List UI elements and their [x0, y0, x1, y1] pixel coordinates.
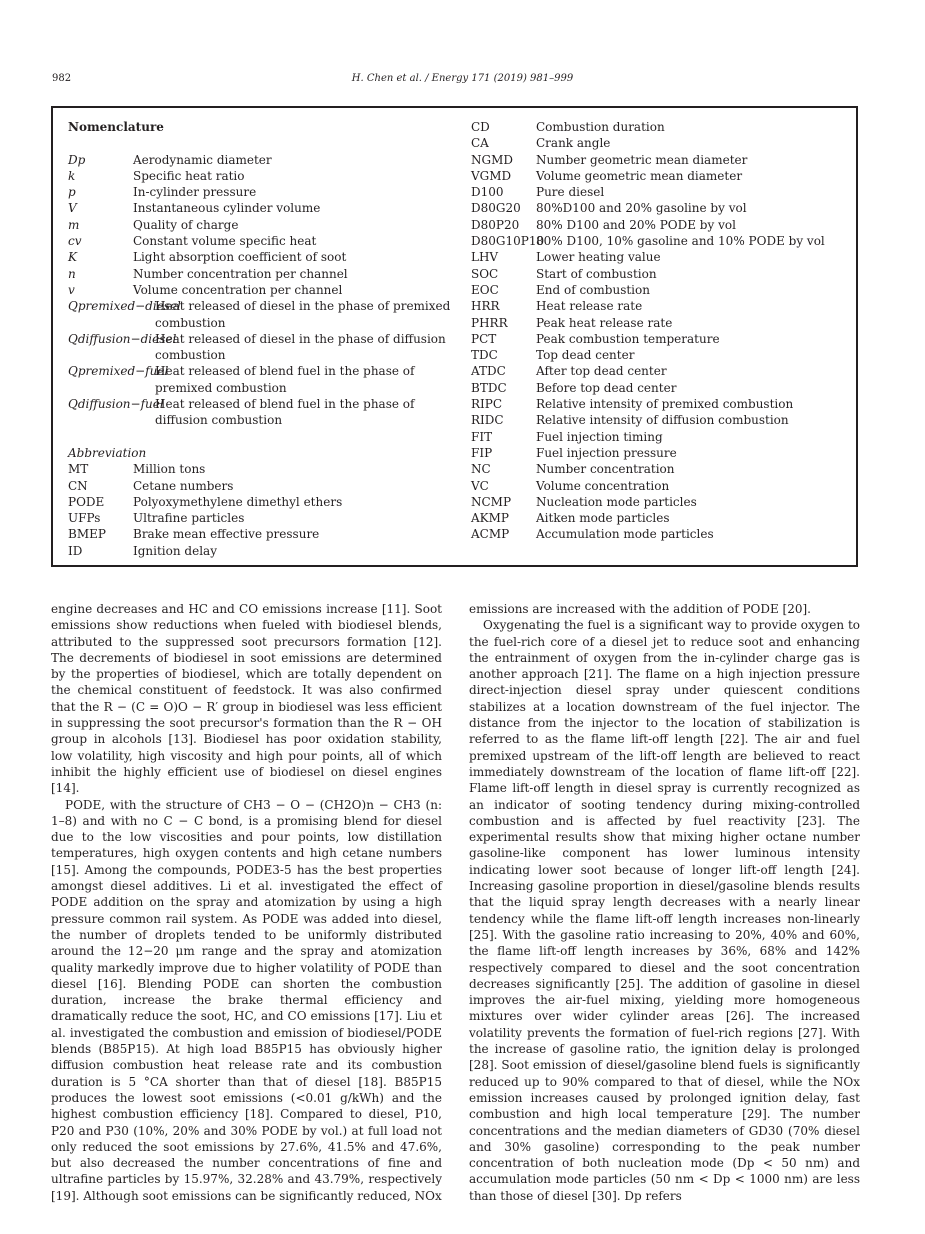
nomenclature-box [51, 106, 858, 567]
nomenclature-entry [68, 461, 453, 477]
entry-description: Relative intensity of premixed combustion [536, 397, 794, 412]
entry-description: Peak heat release rate [536, 315, 673, 330]
entry-description: Constant volume specific heat [133, 234, 317, 249]
entry-description: Aitken mode particles [536, 511, 670, 526]
entry-description: Combustion duration [536, 120, 665, 134]
entry-symbol: D80G10P10 [471, 234, 545, 249]
entry-symbol: TDC [471, 348, 498, 363]
nomenclature-entry [68, 396, 453, 429]
entry-symbol: Qpremixed−diesel [68, 299, 181, 314]
page-number: 982 [52, 73, 72, 84]
nomenclature-entry [68, 543, 453, 559]
nomenclature-entry [68, 298, 453, 331]
entry-symbol: VC [471, 478, 489, 493]
nomenclature-entry [68, 510, 453, 526]
symbol-list [68, 152, 453, 429]
entry-symbol: LHV [471, 250, 499, 265]
entry-description: Fuel injection timing [536, 429, 663, 444]
nomenclature-entry [471, 380, 856, 396]
body-right-column [469, 601, 860, 1204]
nomenclature-entry [68, 363, 453, 396]
entry-symbol: V [68, 201, 77, 216]
nomenclature-entry [471, 135, 856, 151]
nomenclature-entry [471, 168, 856, 184]
nomenclature-entry [68, 184, 453, 200]
entry-symbol: CN [68, 478, 88, 493]
nomenclature-entry [68, 200, 453, 216]
entry-description: Aerodynamic diameter [133, 152, 272, 167]
nomenclature-entry [471, 331, 856, 347]
entry-description: In-cylinder pressure [133, 185, 257, 200]
entry-description: End of combustion [536, 282, 650, 297]
nomenclature-entry [68, 331, 453, 364]
nomenclature-entry [68, 282, 453, 298]
body-paragraph: Oxygenating the fuel is a significant way to provide oxygen to the fuel-rich core of a diesel jet to reduce soot and enhancing the entrainment of oxygen from the in-cylinder charge gas is another approach [21]. The flame on a high injection pressure direct-injection diesel spray under quiescent conditions stabilizes at a location downstream of the fuel injector. The distance from the injector to the location of stabilization is referred to as the flame lift-off length [22]. The air and fuel premixed upstream of the lift-off length are believed to react immediately downstream of the location of flame lift-off [22]. Flame lift-off length in diesel spray is currently recognized as an indicator of sooting tendency during mixing-controlled combustion and is affected by fuel reactivity [23]. The experimental results show that mixing higher octane number gasoline-like component has lower luminous intensity indicating lower soot because of longer lift-off length [24]. Increasing gasoline proportion in diesel/gasoline blends results that the liquid spray length decreases with a nearly linear tendency while the flame lift-off length increases non-linearly [25]. With the gasoline ratio increasing to 20%, 40% and 60%, the flame lift-off length increases by 36%, 68% and 142% respectively compared to diesel and the soot concentration decreases significantly [25]. The addition of gasoline in diesel improves the air-fuel mixing, yielding more homogeneous mixtures over wider cylinder areas [26]. The increased volatility prevents the formation of fuel-rich regions [27]. With the increase of gasoline ratio, the ignition delay is prolonged [28]. Soot emission of diesel/gasoline blend fuels is significantly reduced up to 90% compared to that of diesel, while the NOx emission increases caused by prolonged ignition delay, fast combustion and high local temperature [29]. The number concentrations and the median diameters of GD30 (70% diesel and 30% gasoline) corresponding to the peak number concentration of both nucleation mode (Dp < 50 nm) and accumulation mode particles (50 nm < Dp < 1000 nm) are less than those of diesel [30]. Dp refers [469, 618, 860, 1203]
entry-symbol: NGMD [471, 152, 513, 167]
entry-symbol: k [68, 168, 76, 183]
nomenclature-entry [471, 217, 856, 233]
nomenclature-entry [471, 266, 856, 282]
nomenclature-entry [471, 461, 856, 477]
nomenclature-entry [471, 396, 856, 412]
entry-description: Specific heat ratio [133, 168, 245, 183]
entry-symbol: EOC [471, 282, 499, 297]
entry-description: Heat release rate [536, 299, 643, 314]
nomenclature-entry [68, 233, 453, 249]
body-left-column [51, 601, 442, 1204]
nomenclature-entry [68, 266, 453, 282]
nomenclature-entry [68, 217, 453, 233]
entry-description: 80% D100 and 20% PODE by vol [536, 217, 736, 232]
entry-description: 80% D100, 10% gasoline and 10% PODE by vol [536, 234, 825, 249]
entry-symbol: CA [471, 136, 489, 151]
nomenclature-entry [471, 478, 856, 494]
entry-symbol: Qdiffusion−diesel [68, 331, 177, 346]
nomenclature-entry [471, 315, 856, 331]
entry-symbol: RIPC [471, 397, 503, 412]
entry-description: Ultrafine particles [133, 511, 245, 526]
entry-description: Lower heating value [536, 250, 661, 265]
entry-symbol: ID [68, 543, 83, 558]
entry-symbol: m [68, 217, 80, 232]
entry-description: Volume concentration per channel [133, 282, 343, 297]
entry-description: Before top dead center [536, 380, 677, 395]
entry-description: Quality of charge [133, 217, 239, 232]
nomenclature-entry [68, 249, 453, 265]
nomenclature-entry [471, 347, 856, 363]
entry-description: Crank angle [536, 136, 611, 151]
entry-description: Start of combustion [536, 266, 657, 281]
nomenclature-title: Nomenclature [68, 120, 164, 134]
entry-symbol: ACMP [471, 527, 510, 542]
nomenclature-left-column [68, 119, 453, 559]
entry-description: Light absorption coefficient of soot [133, 250, 347, 265]
entry-description: Ignition delay [133, 543, 217, 558]
entry-symbol: cv [68, 234, 82, 249]
entry-symbol: Dp [68, 152, 86, 167]
entry-symbol: AKMP [471, 511, 509, 526]
entry-description: Nucleation mode particles [536, 494, 697, 509]
entry-symbol: VGMD [471, 168, 512, 183]
nomenclature-entry [471, 152, 856, 168]
entry-symbol: NCMP [471, 494, 512, 509]
entry-description: Heat released of diesel in the phase of diffusion combustion [155, 331, 446, 363]
body-paragraph: PODE, with the structure of CH3 − O − (CH2O)n − CH3 (n: 1–8) and with no C − C bond, is a promising blend for diesel due to the low viscosities and pour points, low distillation temperatures, high oxygen contents and high cetane numbers [15]. Among the compounds, PODE3-5 has the best properties amongst diesel additives. Li et al. investigated the effect of PODE addition on the spray and atomization by using a high pressure common rail system. As PODE was added into diesel, the number of droplets tended to be uniformly distributed around the 12−20 μm range and the spray and atomization quality markedly improve due to higher volatility of PODE than diesel [16]. Blending PODE can shorten the combustion duration, increase the brake thermal efficiency and dramatically reduce the soot, HC, and CO emissions [17]. Liu et al. investigated the combustion and emission of biodiesel/PODE blends (B85P15). At high load B85P15 has obviously higher diffusion combustion heat release rate and its combustion duration is 5 °CA shorter than that of diesel [18]. B85P15 produces the lowest soot emissions (<0.01 g/kWh) and the highest combustion efficiency [18]. Compared to diesel, P10, P20 and P30 (10%, 20% and 30% PODE by vol.) at full load not only reduced the soot emissions by 27.6%, 41.5% and 47.6%, but also decreased the number concentrations of fine and ultrafine particles by 15.97%, 32.28% and 43.79%, respectively [19]. Although soot emissions can be significantly reduced, NOx [51, 797, 442, 1203]
abbreviation-list-left [68, 461, 453, 559]
entry-symbol: Qpremixed−fuel [68, 364, 169, 379]
entry-description: Accumulation mode particles [536, 527, 714, 542]
nomenclature-entry [471, 526, 856, 542]
entry-symbol: NC [471, 462, 491, 477]
entry-description: Peak combustion temperature [536, 331, 720, 346]
running-header: H. Chen et al. / Energy 171 (2019) 981–999 [351, 73, 574, 84]
entry-symbol: FIP [471, 445, 493, 460]
entry-symbol: BTDC [471, 380, 507, 395]
nomenclature-entry [471, 233, 856, 249]
nomenclature-entry [471, 200, 856, 216]
entry-description: Cetane numbers [133, 478, 234, 493]
entry-symbol: RIDC [471, 413, 504, 428]
entry-symbol: CD [471, 120, 490, 134]
nomenclature-entry [68, 152, 453, 168]
entry-symbol: D80P20 [471, 217, 520, 232]
entry-symbol: D100 [471, 185, 504, 200]
nomenclature-right-column [471, 119, 856, 543]
entry-symbol: p [68, 185, 76, 200]
entry-symbol: UFPs [68, 511, 101, 526]
entry-symbol: PCT [471, 331, 497, 346]
entry-symbol: v [68, 282, 75, 297]
entry-symbol: BMEP [68, 527, 106, 542]
nomenclature-entry [68, 494, 453, 510]
nomenclature-entry [471, 184, 856, 200]
nomenclature-entry [471, 249, 856, 265]
entry-symbol: HRR [471, 299, 500, 314]
entry-symbol: MT [68, 462, 89, 477]
entry-description: 80%D100 and 20% gasoline by vol [536, 201, 747, 216]
entry-description: Relative intensity of diffusion combustion [536, 413, 789, 428]
entry-symbol: K [68, 250, 77, 265]
entry-description: Fuel injection pressure [536, 445, 677, 460]
entry-symbol: n [68, 266, 76, 281]
nomenclature-entry [471, 494, 856, 510]
entry-description: After top dead center [536, 364, 667, 379]
nomenclature-entry [68, 526, 453, 542]
nomenclature-entry [471, 298, 856, 314]
nomenclature-entry [471, 363, 856, 379]
nomenclature-entry [471, 412, 856, 428]
body-paragraph: emissions are increased with the addition of PODE [20]. [469, 602, 811, 616]
entry-description: Top dead center [536, 348, 635, 363]
entry-symbol: FIT [471, 429, 493, 444]
abbreviation-list-right [471, 119, 856, 543]
entry-description: Heat released of diesel in the phase of premixed combustion [155, 299, 451, 330]
body-paragraph: engine decreases and HC and CO emissions increase [11]. Soot emissions show reductions when fueled with biodiesel blends, attributed to the suppressed soot precursors formation [12]. The decrements of biodiesel in soot emissions are determined by the properties of biodiesel, which are totally dependent on the chemical constituent of feedstock. It was also confirmed that the R − (C = O)O − R′ group in biodiesel was less efficient in suppressing the soot precursor's formation than the R − OH group in alcohols [13]. Biodiesel has poor oxidation stability, low volatility, high viscosity and high pour points, all of which inhibit the highly efficient use of biodiesel on diesel engines [14]. [51, 602, 442, 796]
entry-description: Heat released of blend fuel in the phase of diffusion combustion [155, 397, 415, 428]
entry-symbol: ATDC [471, 364, 506, 379]
entry-description: Million tons [133, 462, 206, 477]
entry-description: Number concentration per channel [133, 266, 348, 281]
nomenclature-entry [471, 119, 856, 135]
entry-symbol: SOC [471, 266, 499, 281]
entry-symbol: Qdiffusion−fuel [68, 397, 164, 412]
nomenclature-entry [68, 168, 453, 184]
nomenclature-entry [471, 510, 856, 526]
entry-description: Number geometric mean diameter [536, 152, 748, 167]
entry-description: Brake mean effective pressure [133, 527, 320, 542]
abbreviation-heading: Abbreviation [68, 445, 147, 460]
nomenclature-entry [471, 445, 856, 461]
entry-symbol: PHRR [471, 315, 508, 330]
entry-symbol: D80G20 [471, 201, 521, 216]
entry-symbol: PODE [68, 494, 105, 509]
entry-description: Pure diesel [536, 185, 605, 200]
nomenclature-entry [68, 478, 453, 494]
entry-description: Heat released of blend fuel in the phase of premixed combustion [155, 364, 415, 395]
entry-description: Instantaneous cylinder volume [133, 201, 321, 216]
entry-description: Polyoxymethylene dimethyl ethers [133, 494, 343, 509]
entry-description: Volume concentration [536, 478, 670, 493]
nomenclature-entry [471, 282, 856, 298]
entry-description: Volume geometric mean diameter [536, 168, 743, 183]
entry-description: Number concentration [536, 462, 675, 477]
nomenclature-entry [471, 429, 856, 445]
